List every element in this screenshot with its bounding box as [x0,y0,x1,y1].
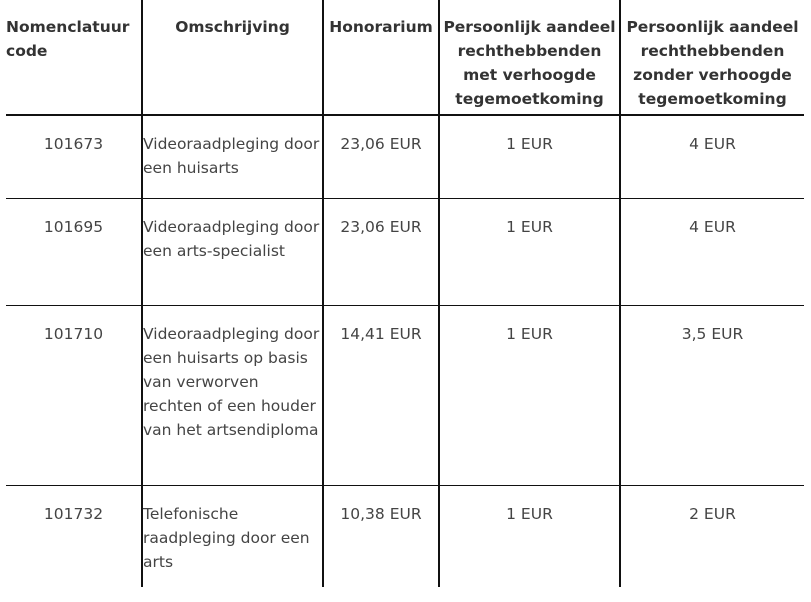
cell-fee: 10,38 EUR [323,485,439,587]
header-row [6,0,804,115]
cell-share-increased: 1 EUR [439,485,620,587]
tariff-table [6,0,804,587]
cell-share-regular: 3,5 EUR [620,305,804,485]
cell-fee: 23,06 EUR [323,198,439,305]
cell-share-regular: 4 EUR [620,115,804,198]
header-share-regular: Persoonlijk aandeel rechthebbenden zonder verhoogde tegemoetkoming [620,0,804,115]
header-fee: Honorarium [323,0,439,115]
table-row [6,198,804,305]
cell-share-increased: 1 EUR [439,305,620,485]
cell-description: Videoraadpleging door een huisarts [142,115,323,198]
header-nomenclature-code: Nomenclatuur code [6,18,130,60]
header-share-increased: Persoonlijk aandeel rechthebbenden met verhoogde tegemoetkoming [439,0,620,115]
cell-fee: 23,06 EUR [323,115,439,198]
cell-description: Telefonische raadpleging door een arts [142,485,323,587]
cell-code: 101710 [43,324,104,343]
cell-share-increased: 1 EUR [439,198,620,305]
cell-share-regular: 4 EUR [620,198,804,305]
cell-code: 101732 [43,504,104,523]
cell-share-regular: 2 EUR [620,485,804,587]
cell-description: Videoraadpleging door een huisarts op basis van verworven rechten of een houder van het artsendiploma [142,305,323,485]
cell-description: Videoraadpleging door een arts-specialist [142,198,323,305]
table-row [6,115,804,198]
table-row [6,485,804,587]
header-description: Omschrijving [142,0,323,115]
cell-fee: 14,41 EUR [323,305,439,485]
table-row [6,305,804,485]
cell-share-increased: 1 EUR [439,115,620,198]
cell-code: 101673 [43,135,104,153]
cell-code: 101695 [43,217,104,236]
